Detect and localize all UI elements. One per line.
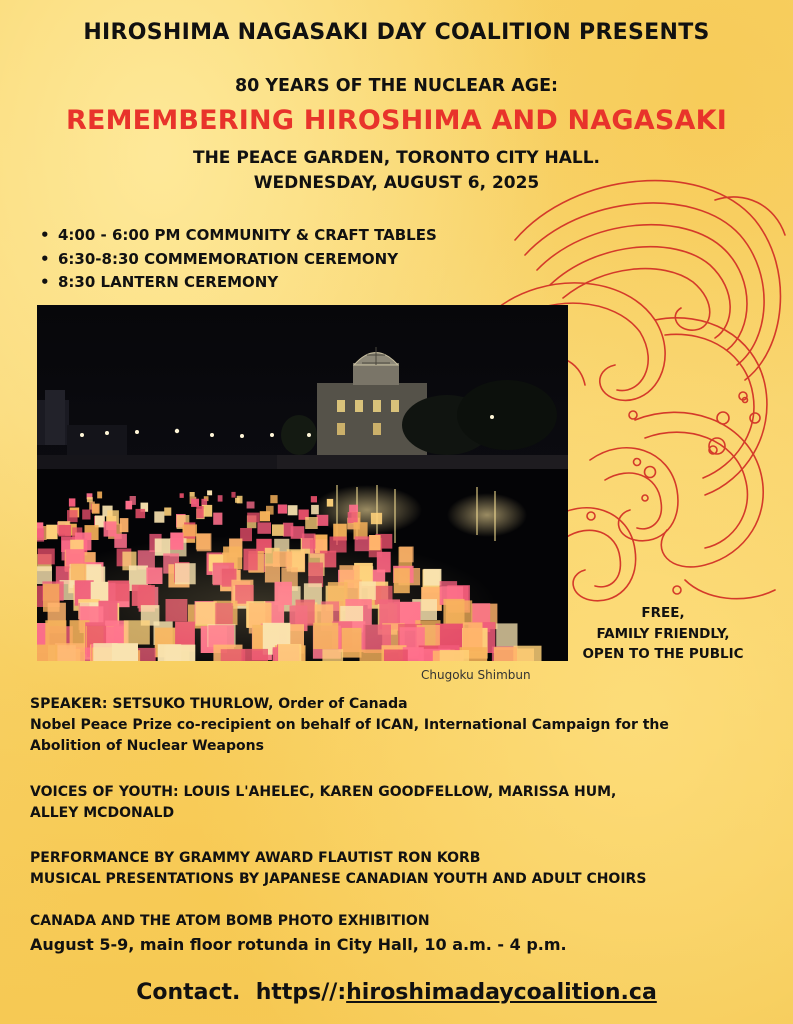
admission-line: OPEN TO THE PUBLIC (582, 646, 744, 662)
youth-names-cont: ALLEY MCDONALD (30, 805, 175, 821)
contact-label: Contact. (136, 980, 241, 1005)
speaker-bio: Nobel Peace Prize co-recipient on behalf of ICAN, International Campaign for the (30, 717, 669, 733)
performance-line: PERFORMANCE BY GRAMMY AWARD FLAUTIST RON KORB (30, 850, 481, 866)
admission-line: FAMILY FRIENDLY, (596, 625, 730, 642)
schedule-list (40, 224, 437, 295)
event-venue: THE PEACE GARDEN, TORONTO CITY HALL. (192, 148, 601, 168)
contact-url-prefix: https//: (255, 980, 347, 1005)
youth-names: VOICES OF YOUTH: LOUIS L'AHELEC, KAREN GOODFELLOW, MARISSA HUM, (30, 784, 617, 800)
exhibition-section (30, 911, 770, 957)
choir-line: MUSICAL PRESENTATIONS BY JAPANESE CANADIAN YOUTH AND ADULT CHOIRS (30, 871, 647, 887)
speaker-name: SPEAKER: SETSUKO THURLOW, Order of Canada (30, 696, 408, 712)
admission-note (573, 603, 753, 665)
contact-line (0, 980, 793, 1005)
photo-credit: Chugoku Shimbun (421, 668, 531, 682)
website-link[interactable]: hiroshimadaycoalition.ca (346, 980, 657, 1005)
exhibition-detail: August 5-9, main floor rotunda in City Hall, 10 a.m. - 4 p.m. (30, 935, 567, 954)
admission-line: FREE, (641, 605, 685, 621)
schedule-item: • 8:30 LANTERN CEREMONY (40, 271, 437, 295)
schedule-item: • 4:00 - 6:00 PM COMMUNITY & CRAFT TABLES (40, 224, 437, 248)
youth-section (30, 782, 770, 824)
presenter-headline: HIROSHIMA NAGASAKI DAY COALITION PRESENTS (83, 20, 710, 45)
schedule-item: • 6:30-8:30 COMMEMORATION CEREMONY (40, 248, 437, 272)
exhibition-title: CANADA AND THE ATOM BOMB PHOTO EXHIBITION (30, 913, 430, 929)
lantern-ceremony-photo (37, 305, 568, 661)
speaker-bio-cont: Abolition of Nuclear Weapons (30, 738, 264, 754)
speaker-section (30, 694, 770, 757)
event-date: WEDNESDAY, AUGUST 6, 2025 (253, 173, 540, 193)
event-subtitle: 80 YEARS OF THE NUCLEAR AGE: (234, 76, 559, 96)
event-title: REMEMBERING HIROSHIMA AND NAGASAKI (65, 105, 728, 136)
performance-section (30, 848, 770, 890)
